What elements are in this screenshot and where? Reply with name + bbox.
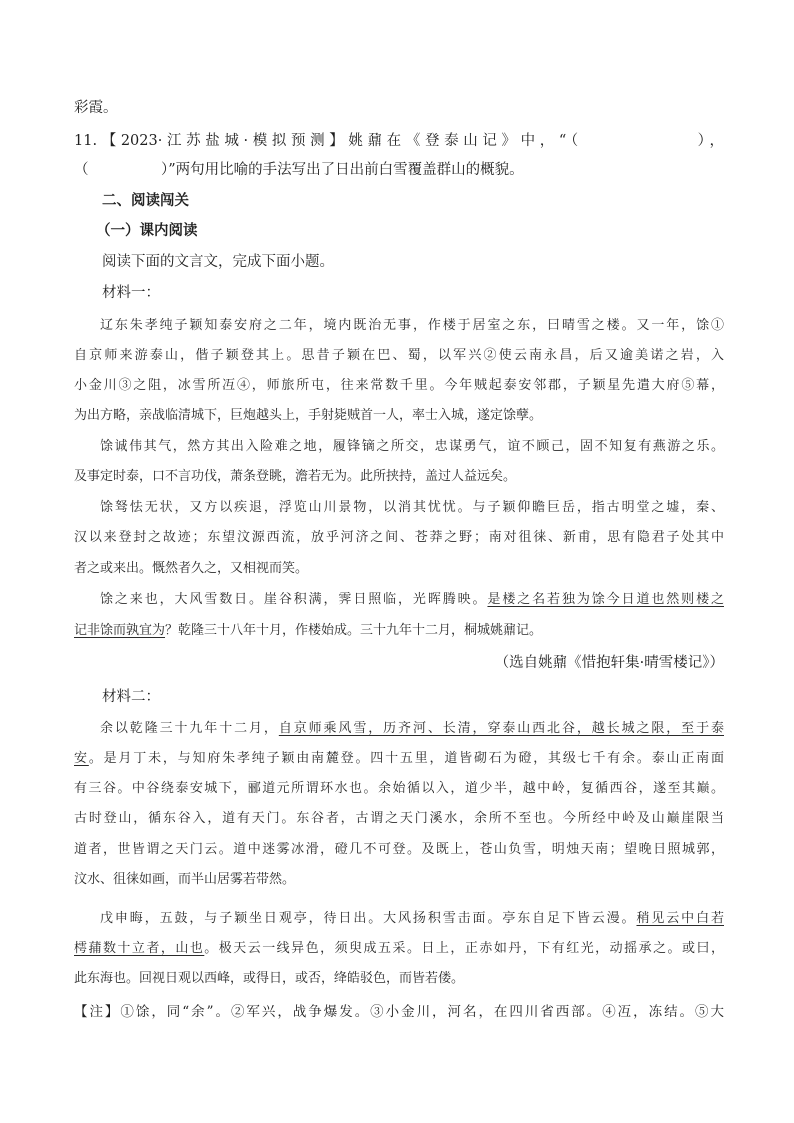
material2-line: 有三谷。中谷绕泰安城下，郦道元所谓环水也。余始循以入，道少半，越中岭，复循西谷，遂至其巅。	[74, 781, 724, 796]
q10-tail: 彩霞。	[74, 100, 118, 116]
subsection-title: （一）课内阅读	[96, 222, 198, 239]
material1-line: 汉以来登封之故迹；东望汶源西流，放乎河济之间、苍莽之野；南对徂徕、新甫，思有隐君子处其中	[74, 530, 724, 545]
para4-plain: 馀之来也，大风雪数日。崖谷积满，霁日照临，光晖腾映。	[100, 592, 488, 607]
material2-heading: 材料二：	[102, 689, 160, 705]
material2-p3-line2	[74, 939, 724, 959]
material2-p1-line1	[74, 719, 724, 739]
material1-line: 小金川③之阻，冰雪所冱④，师旅所屯，往来常数千里。今年贼起泰安邻郡，子颖星先遣大府⑤幕，	[74, 378, 724, 393]
material2-line: 道者，世皆谓之天门云。道中迷雾冰滑，磴几不可登。及既上，苍山负雪，明烛天南；望晚日照城郭，	[74, 842, 724, 857]
material1-line: 及事定时泰，口不言功伐，萧条登眺，澹若无为。此所挟持，盖过人益远矣。	[74, 469, 517, 484]
p3-plain: 。极天云一线异色，须臾成五采。日上，正赤如丹，下有红光，动摇承之。或曰，	[204, 941, 724, 956]
para4-underlined: 是楼之名若独为馀今日道也然则楼之	[487, 592, 724, 607]
question-11-line2: （ ）”两句用比喻的手法写出了日出前白雪覆盖群山的概貌。	[74, 162, 524, 178]
material1-line: 馀诚伟其气，然方其出入险难之地，履锋镝之所交，忠谋勇气，谊不顾己，固不知复有燕游之乐。	[100, 439, 724, 454]
material1-line: 为出方略，亲战临清城下，巨炮越头上，手射毙贼首一人，率士入城，遂定馀孽。	[74, 408, 543, 423]
instruction: 阅读下面的文言文，完成下面小题。	[102, 254, 334, 270]
material1-heading: 材料一：	[102, 285, 160, 301]
footnote: 【注】①馀，同“余”。②军兴，战争爆发。③小金川，河名，在四川省西部。④冱，冻结。⑤大	[74, 1004, 724, 1020]
material1-source: （选自姚鼐《惜抱轩集·晴雪楼记》）	[494, 655, 724, 671]
p1-underlined: 安	[74, 751, 89, 766]
question-11-line1: 11.【2023·江苏盐城·模拟预测】姚鼐在《登泰山记》中，“（ ），	[74, 133, 724, 149]
material1-line: 者之或来出。慨然者久之，又相视而笑。	[74, 561, 309, 576]
section-title: 二、阅读闯关	[102, 192, 189, 209]
material1-line: 馀驽怯无状，又方以疾退，浮览山川景物，以消其忧忧。与子颖仰瞻巨岳，指古明堂之墟，秦、	[100, 500, 724, 515]
para4-plain: ？乾隆三十八年十月，作楼始成。三十九年十二月，桐城姚鼐记。	[165, 623, 543, 638]
p1-underlined: 自京师乘风雪，历齐河、长清，穿泰山西北谷，越长城之限，至于泰	[278, 721, 724, 736]
p1-plain: 余以乾隆三十九年十二月，	[100, 721, 279, 736]
material1-para4-line1	[74, 590, 724, 610]
p3-plain: 戊申晦，五鼓，与子颖坐日观亭，待日出。大风扬积雪击面。亭东自足下皆云漫。	[100, 911, 637, 926]
material2-p3-line1	[74, 909, 724, 929]
material2-p3-line3: 此东海也。回视日观以西峰，或得日，或否，绛皓驳色，而皆若偻。	[74, 971, 465, 986]
material1-line: 自京师来游泰山，偕子颖登其上。思昔子颖在巴、蜀，以军兴②使云南永昌，后又逾美诺之岩，入	[74, 348, 724, 363]
material2-line: 古时登山，循东谷入，道有天门。东谷者，古谓之天门溪水，余所不至也。今所经中岭及山巅崖限当	[74, 811, 724, 826]
p3-underlined: 稍见云中白若	[636, 911, 724, 926]
para4-underlined: 记非馀而孰宜为	[74, 623, 166, 638]
material2-line: 汶水、徂徕如画，而半山居雾若带然。	[74, 872, 296, 887]
material2-p1-line2	[74, 749, 724, 769]
material1-line: 辽东朱孝纯子颖知泰安府之二年，境内既治无事，作楼于居室之东，曰晴雪之楼。又一年，馀①	[100, 318, 724, 333]
p3-underlined: 樗蒱数十立者，山也	[74, 941, 205, 956]
p1-plain: 。是月丁未，与知府朱孝纯子颖由南麓登。四十五里，道皆砌石为磴，其级七千有余。泰山正南面	[88, 751, 724, 766]
material1-para4-line2	[74, 621, 724, 641]
